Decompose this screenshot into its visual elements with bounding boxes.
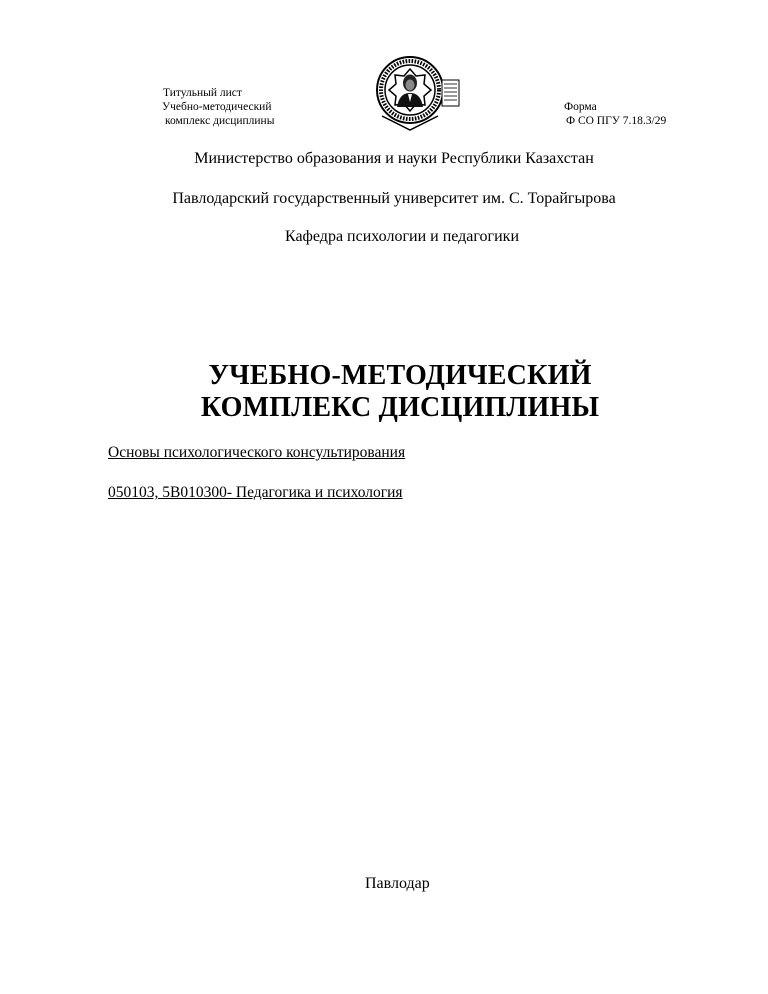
city-name: Павлодар (365, 875, 430, 892)
document-title (0, 360, 768, 424)
header-left-block (163, 86, 274, 128)
university-name: Павлодарский государственный университет им. С. Торайгырова (172, 190, 616, 207)
specialty-code: 050103, 5В010300- Педагогика и психология (108, 484, 403, 501)
header-left-line-2: Учебно-методический (162, 101, 272, 113)
form-label: Форма (564, 101, 597, 113)
discipline-name: Основы психологического консультирования (108, 444, 406, 461)
university-emblem-icon (370, 50, 462, 136)
department-name: Кафедра психологии и педагогики (284, 228, 520, 245)
document-title-line-1: УЧЕБНО-МЕТОДИЧЕСКИЙ (208, 360, 592, 391)
ministry-name: Министерство образования и науки Республики Казахстан (194, 150, 594, 167)
header-left-line-3: комплекс дисциплины (165, 115, 275, 127)
header-right-block (564, 100, 666, 128)
document-title-line-2: КОМПЛЕКС ДИСЦИПЛИНЫ (200, 392, 600, 423)
form-code: Ф СО ПГУ 7.18.3/29 (566, 115, 667, 127)
header-left-line-1: Титульный лист (163, 87, 242, 99)
